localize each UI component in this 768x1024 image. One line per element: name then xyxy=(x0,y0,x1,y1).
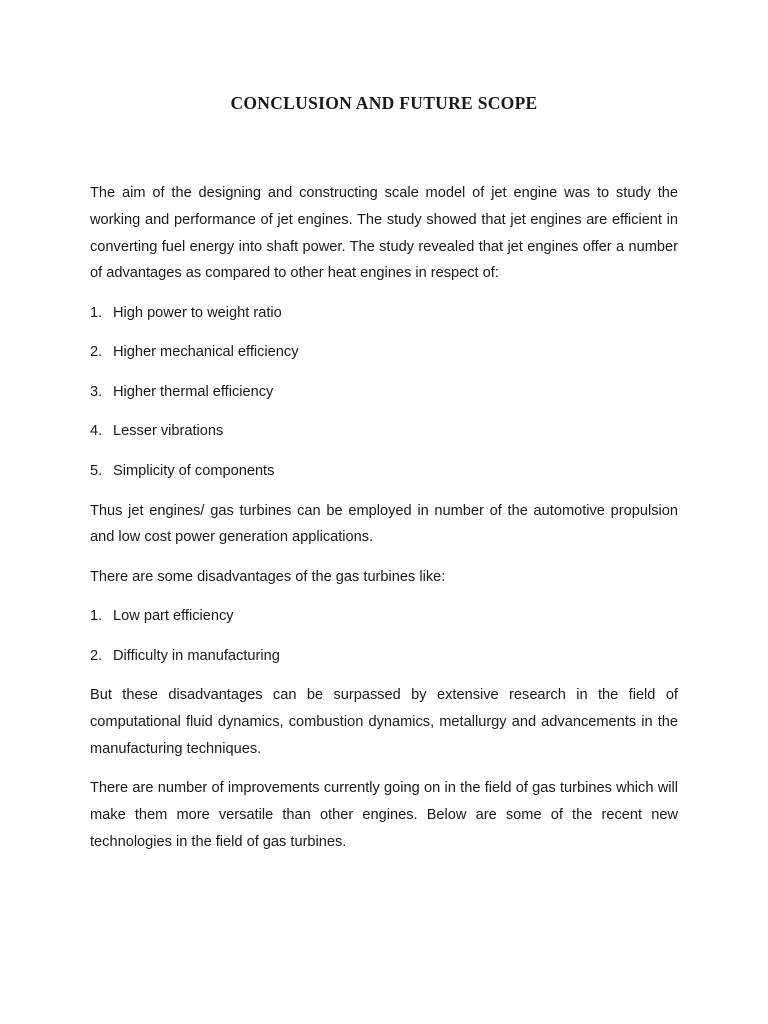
list-item xyxy=(90,300,678,327)
surpass-paragraph: But these disadvantages can be surpassed by extensive research in the field of computational fluid dynamics, combustion dynamics, metallurgy and advancements in the manufacturing techniques. xyxy=(90,687,678,757)
list-item-number: 1. xyxy=(90,608,103,625)
list-item xyxy=(90,643,678,670)
list-item-number: 5. xyxy=(90,463,103,480)
list-item-number: 2. xyxy=(90,344,103,361)
document-body xyxy=(90,180,678,868)
list-item-text: Lesser vibrations xyxy=(113,423,224,440)
list-item-number: 3. xyxy=(90,383,103,400)
list-item-number: 4. xyxy=(90,423,103,440)
list-item xyxy=(90,339,678,366)
intro-paragraph: The aim of the designing and constructing scale model of jet engine was to study the working and performance of jet engines. The study showed that jet engines are efficient in converting fuel energy into shaft power. The study revealed that jet engines offer a number of advantages as compared to other heat engines in respect of: xyxy=(90,185,678,282)
list-item-text: Low part efficiency xyxy=(113,608,234,625)
list-item-text: Higher mechanical efficiency xyxy=(113,344,299,361)
list-item-text: High power to weight ratio xyxy=(113,304,282,321)
disadvantages-intro-paragraph: There are some disadvantages of the gas turbines like: xyxy=(90,568,446,585)
list-item-text: Simplicity of components xyxy=(113,463,275,480)
disadvantages-list xyxy=(90,603,678,669)
list-item-number: 1. xyxy=(90,304,103,321)
improvements-paragraph: There are number of improvements currently going on in the field of gas turbines which will make them more versatile than other engines. Below are some of the recent new technologies in the field of gas turbines. xyxy=(90,780,678,850)
list-item xyxy=(90,603,678,630)
list-item xyxy=(90,379,678,406)
list-item-text: Higher thermal efficiency xyxy=(113,383,274,400)
applications-paragraph: Thus jet engines/ gas turbines can be employed in number of the automotive propulsion and low cost power generation applications. xyxy=(90,502,678,546)
list-item-text: Difficulty in manufacturing xyxy=(113,647,280,664)
list-item xyxy=(90,458,678,485)
advantages-list xyxy=(90,300,678,485)
list-item-number: 2. xyxy=(90,647,103,664)
list-item xyxy=(90,418,678,445)
page-title: CONCLUSION AND FUTURE SCOPE xyxy=(230,93,538,113)
